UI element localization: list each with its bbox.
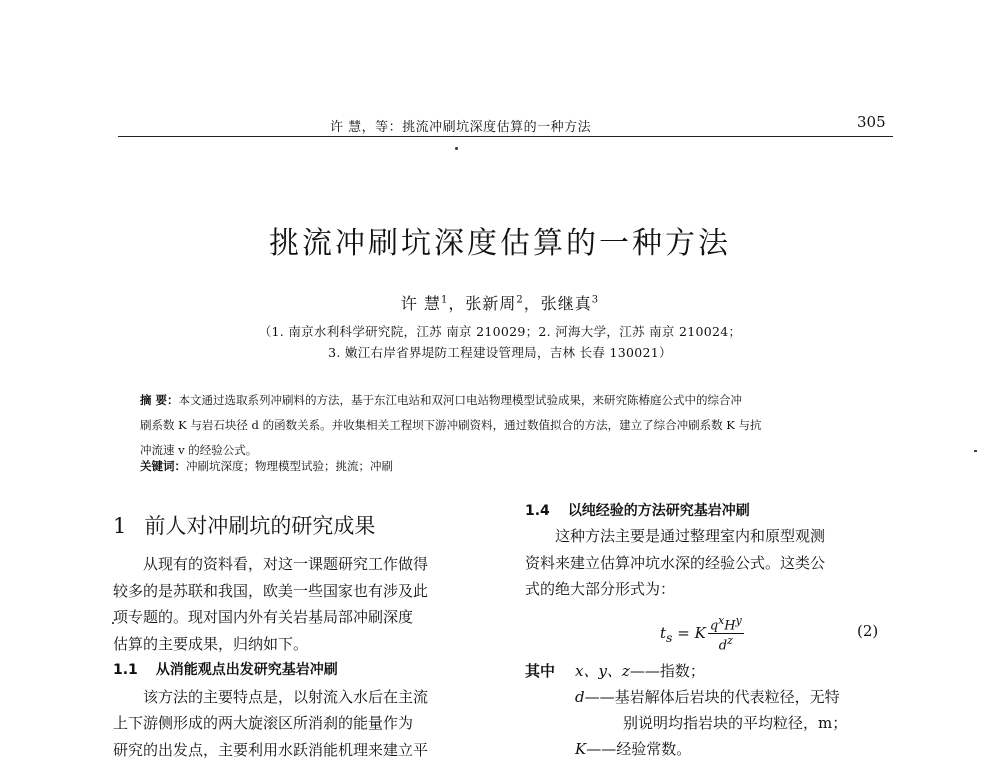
paragraph-line: 上下游侧形成的两大旋滚区所消刹的能量作为 (113, 710, 495, 737)
author-affil-mark: 3 (592, 295, 599, 306)
paragraph-line: 较多的是苏联和我国，欧美一些国家也有涉及此 (113, 578, 495, 605)
definition-item (575, 710, 847, 736)
definitions-list (575, 658, 847, 762)
numerator-h: H (724, 618, 735, 633)
abstract-line (140, 388, 860, 413)
section-title: 前人对冲刷坑的研究成果 (144, 514, 375, 538)
author-name: 许 慧 (401, 294, 441, 313)
numerator-exp-y: y (736, 614, 742, 627)
equation-lhs-sub: s (666, 630, 672, 645)
equation-coef: K (695, 624, 706, 642)
paragraph-line: 资料来建立估算冲坑水深的经验公式。这类公 (525, 550, 895, 577)
definition-text: ——基岩解体后岩块的代表粒径，无特 (585, 688, 840, 706)
paragraph-line: 研究的出发点，主要利用水跃消能机理来建立平 (113, 737, 495, 763)
denominator-d: d (719, 639, 727, 654)
definition-symbol: K (575, 740, 586, 758)
definition-text: 别说明均指岩块的平均粒径，m； (623, 714, 847, 732)
section-number: 1 (113, 514, 126, 538)
definition-item (575, 684, 847, 710)
paragraph-line: 式的绝大部分形式为： (525, 576, 895, 603)
left-column (113, 551, 495, 763)
section-heading (113, 510, 375, 540)
subsection-number: 1.4 (525, 503, 550, 519)
definition-item (575, 658, 847, 684)
author-name: 张继真 (541, 294, 592, 313)
abstract-line: 冲流速 v 的经验公式。 (140, 438, 860, 463)
subsection-title: 以纯经验的方法研究基岩冲刷 (568, 503, 750, 519)
keywords-text: 冲刷坑深度；物理模型试验；挑流；冲刷 (186, 459, 393, 473)
subsection-heading (525, 499, 895, 523)
paragraph-line: 估算的主要成果，归纳如下。 (113, 631, 495, 658)
equation-numerator (708, 614, 744, 634)
abstract-text: 本文通过选取系列冲刷料的方法，基于东江电站和双河口电站物理模型试验成果，来研究陈椿庭公式中的综合冲 (179, 393, 743, 407)
numerator-exp-x: x (718, 614, 724, 627)
equation-equals: = (677, 624, 690, 642)
subsection-number: 1.1 (113, 662, 138, 678)
scan-speck (455, 147, 458, 150)
definition-symbol: d (575, 688, 585, 706)
affiliation-line: 3. 嫩江右岸省界堤防工程建设管理局，吉林 长春 130021） (0, 343, 1000, 361)
author-affil-mark: 2 (516, 295, 523, 306)
subsection-heading (113, 657, 495, 684)
running-header-title: 许 慧，等：挑流冲刷坑深度估算的一种方法 (330, 116, 591, 135)
equation (660, 614, 760, 654)
paragraph-line: 从现有的资料看，对这一课题研究工作做得 (113, 551, 495, 578)
definition-text: ——经验常数。 (586, 740, 691, 758)
paragraph-line: 项专题的。现对国内外有关岩基局部冲刷深度 (113, 604, 495, 631)
page-number: 305 (857, 113, 886, 131)
scan-speck (974, 450, 977, 452)
paragraph-line: 该方法的主要特点是，以射流入水后在主流 (113, 684, 495, 711)
right-column (525, 499, 895, 603)
equation-fraction (708, 614, 744, 654)
definition-symbol: x、y、z (575, 662, 630, 680)
abstract (140, 388, 860, 463)
paper-title: 挑流冲刷坑深度估算的一种方法 (0, 218, 1000, 262)
affiliation-line: （1. 南京水利科学研究院，江苏 南京 210029；2. 河海大学，江苏 南京 210024； (0, 322, 1000, 340)
header-rule (118, 136, 893, 137)
abstract-label: 摘 要： (140, 393, 179, 407)
equation-number: (2) (857, 622, 878, 640)
equation-lhs: t (660, 624, 666, 642)
keywords (140, 458, 393, 474)
abstract-line: 刷系数 K 与岩石块径 d 的函数关系。并收集相关工程坝下游冲刷资料，通过数值拟合的方法，建立了综合冲刷系数 K 与抗 (140, 413, 860, 438)
denominator-exp-z: z (727, 634, 733, 647)
keywords-label: 关键词： (140, 459, 186, 473)
author-list: 许 慧$^1$，张新周$^2$，张继真$^3$ (0, 291, 1000, 314)
numerator-q: q (710, 618, 718, 633)
author-affil-mark: 1 (441, 295, 448, 306)
definition-item (575, 736, 847, 762)
where-label: 其中 (525, 660, 555, 681)
equation-denominator (708, 634, 744, 653)
definition-text: ——指数； (630, 662, 705, 680)
paragraph-line: 这种方法主要是通过整理室内和原型观测 (525, 523, 895, 550)
subsection-title: 从消能观点出发研究基岩冲刷 (156, 662, 338, 678)
author-name: 张新周 (465, 294, 516, 313)
